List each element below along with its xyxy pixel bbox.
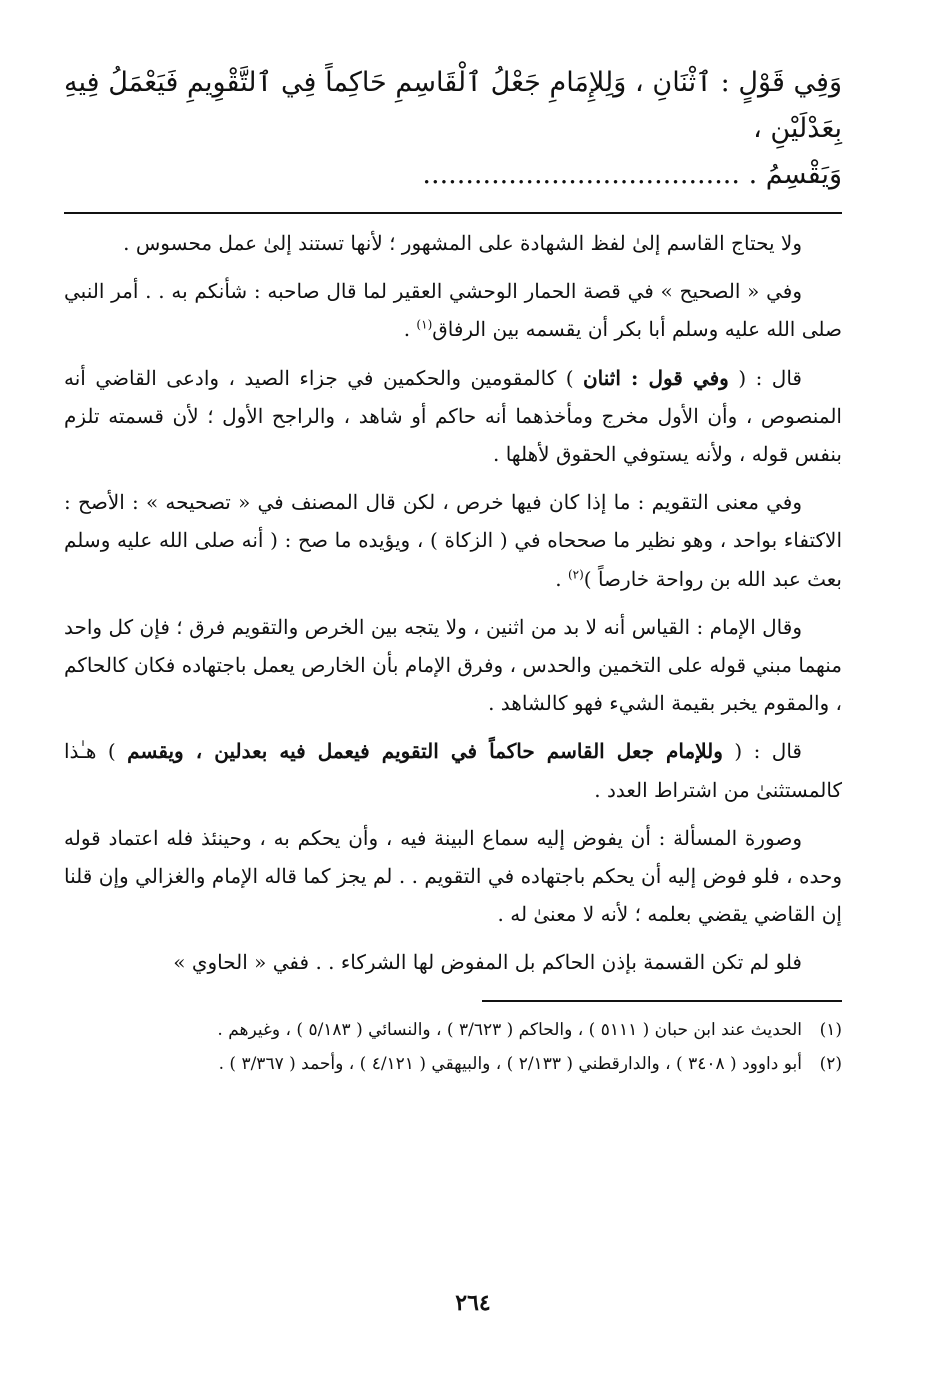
footnote-number: (١) — [819, 1019, 842, 1040]
footnotes-separator-rule — [482, 1000, 842, 1002]
sharh-paragraph-4-text: وفي معنى التقويم : ما إذا كان فيها خرص ، لكن قال المصنف في « تصحيحه » : الأصح : الاكتفاء بواحد ، وهو نظير ما صححاه في ( الزكاة ) ، ويؤيده ما صح : ( أنه صلى الله عليه وسلم بعث عبد الله بن رواحة خارصاً ) — [64, 490, 842, 591]
sharh-paragraph-7: وصورة المسألة : أن يفوض إليه سماع البينة فيه ، وأن يحكم به ، وحينئذ فله اعتماد قوله وحده ، فلو فوض إليه أن يحكم باجتهاده في التقويم . . لم يجز كما قاله الإمام والغزالي وإن قلنا إن القاضي يقضي بعلمه ؛ لأنه لا معنىٰ له . — [64, 825, 842, 927]
matn-quote-2: وللإمام جعل القاسم حاكماً في التقويم فيعمل فيه بعدلين ، ويقسم — [127, 739, 723, 764]
sharh-paragraph-6-post: ) هـٰذا كالمستثنىٰ من اشتراط العدد . — [64, 739, 842, 802]
footnote-text: الحديث عند ابن حبان ( ٥١١١ ) ، والحاكم ( ٣/٦٢٣ ) ، والنسائي ( ٥/١٨٣ ) ، وغيرهم . — [217, 1019, 802, 1040]
sharh-paragraph-3-post: ) كالمقومين والحكمين في جزاء الصيد ، وادعى القاضي أنه المنصوص ، وأن الأول مخرج ومأخذهما أنه حاكم أو شاهد ، والراجح الأول ؛ لأن قسمته تلزم بنفس قوله ، ولأنه يستوفي الحقوق لأهلها . — [64, 365, 842, 467]
sharh-paragraph-3 — [64, 359, 842, 474]
sharh-paragraph-2 — [64, 272, 842, 348]
matn-text — [64, 60, 842, 198]
footnotes — [64, 1014, 842, 1080]
matn-quote-1: وفي قول : اثنان — [582, 365, 729, 390]
sharh-text — [64, 224, 842, 982]
sharh-paragraph-2-end: . — [403, 317, 417, 342]
footnote-text: أبو داوود ( ٣٤٠٨ ) ، والدارقطني ( ٢/١٣٣ ) ، والبيهقي ( ٤/١٢١ ) ، وأحمد ( ٣/٣٦٧ ) . — [218, 1053, 802, 1074]
matn-dots: ..................................... — [422, 159, 740, 190]
footnote-ref-2[interactable]: (٢) — [567, 566, 584, 581]
footnote-ref-1[interactable]: (١) — [416, 317, 433, 332]
footnote-2 — [64, 1048, 842, 1080]
sharh-paragraph-6-pre: قال : ( — [722, 739, 802, 764]
matn-line-2 — [64, 152, 842, 198]
page-body — [64, 60, 842, 1082]
sharh-paragraph-4 — [64, 483, 842, 598]
footnote-1 — [64, 1014, 842, 1046]
page-number: ٢٦٤ — [455, 1290, 491, 1316]
sharh-paragraph-6 — [64, 732, 842, 808]
sharh-paragraph-3-pre: قال : ( — [728, 365, 802, 390]
footnote-number: (٢) — [819, 1053, 842, 1074]
sharh-paragraph-5: وقال الإمام : القياس أنه لا بد من اثنين ، ولا يتجه بين الخرص والتقويم فرق ؛ فإن كل واحد منهما مبني قوله على التخمين والحدس ، وفرق الإمام بأن الخارص يعمل باجتهاده فكان كالحاكم ، والمقوم يخبر بقيمة الشيء فهو كالشاهد . — [64, 614, 842, 716]
sharh-paragraph-1: ولا يحتاج القاسم إلىٰ لفظ الشهادة على المشهور ؛ لأنها تستند إلىٰ عمل محسوس . — [123, 231, 802, 255]
sharh-paragraph-4-end: . — [555, 566, 568, 591]
matn-separator-rule — [64, 212, 842, 214]
matn-line-2-text: وَيَقْسِمُ . — [748, 159, 842, 190]
sharh-paragraph-8: فلو لم تكن القسمة بإذن الحاكم بل المفوض لها الشركاء . . ففي « الحاوي » — [173, 950, 802, 975]
matn-line-1: وَفِي قَوْلٍ : ٱثْنَانِ ، وَلِلإِمَامِ جَعْلُ ٱلْقَاسِمِ حَاكِماً فِي ٱلتَّقْوِيمِ فَيَعْمَلُ فِيهِ بِعَدْلَيْنِ ، — [64, 67, 842, 144]
sharh-paragraph-2-text: وفي « الصحيح » في قصة الحمار الوحشي العقير لما قال صاحبه : شأنكم به . . أمر النبي صلى الله عليه وسلم أبا بكر أن يقسمه بين الرفاق — [64, 279, 842, 342]
